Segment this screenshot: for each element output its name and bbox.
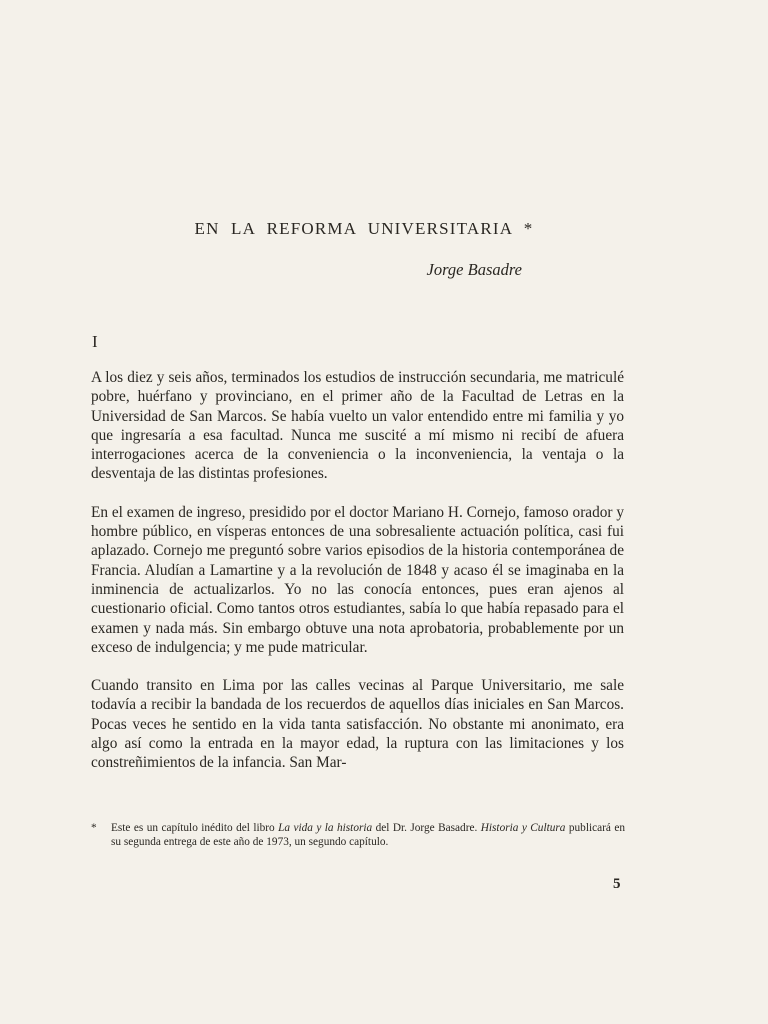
footnote-journal-title: Historia y Cultura (480, 822, 566, 834)
article-body (91, 368, 624, 792)
footnote-part-3: publicará en su segunda entrega de este año de 1973, un segundo capítulo. (111, 822, 625, 848)
footnote-book-title: La vida y la historia (278, 822, 373, 834)
article-title: EN LA REFORMA UNIVERSITARIA * (194, 219, 534, 238)
section-numeral: I (92, 332, 98, 351)
paragraph-2: En el examen de ingreso, presidido por el doctor Mariano H. Cornejo, famoso orador y hombre público, en vísperas entonces de una sobresaliente actuación política, casi fui aplazado. Cornejo me preguntó sobre varios episodios de la historia contemporánea de Francia. Aludían a Lamartine y a la revolución de 1848 y acaso él se imaginaba en la inminencia de actualizarlos. Yo no las conocía entonces, pues eran ajenos al cuestionario oficial. Como tantos otros estudiantes, sabía lo que había repasado para el examen y nada más. Sin embargo obtuve una nota aprobatoria, probablemente por un exceso de indulgencia; y me pude matricular. (91, 503, 624, 656)
paragraph-1: A los diez y seis años, terminados los estudios de instrucción secundaria, me matriculé pobre, huérfano y provinciano, en el primer año de la Facultad de Letras en la Universidad de San Marcos. Se había vuelto un valor entendido entre mi familia y yo que ingresaría a esa facultad. Nunca me suscité a mí mismo ni recibí de afuera interrogaciones acerca de la conveniencia o la inconveniencia, la ventaja o la desventaja de las distintas profesiones. (91, 369, 624, 483)
footnote-part-1: Este es un capítulo inédito del libro (111, 822, 279, 834)
page-number: 5 (613, 876, 621, 892)
footnote-mark: * (91, 822, 97, 834)
footnote (91, 822, 625, 850)
footnote-part-2: del Dr. Jorge Basadre. (372, 822, 481, 834)
footnote-text (111, 822, 625, 850)
article-author: Jorge Basadre (426, 260, 522, 279)
paragraph-3: Cuando transito en Lima por las calles vecinas al Parque Universitario, me sale todavía a recibir la bandada de los recuerdos de aquellos días iniciales en San Marcos. Pocas veces he sentido en la vida tanta satisfacción. No obstante mi anonimato, era algo así como la entrada en la mayor edad, la ruptura con las limitaciones y los constreñimientos de la infancia. San Mar- (91, 677, 624, 772)
